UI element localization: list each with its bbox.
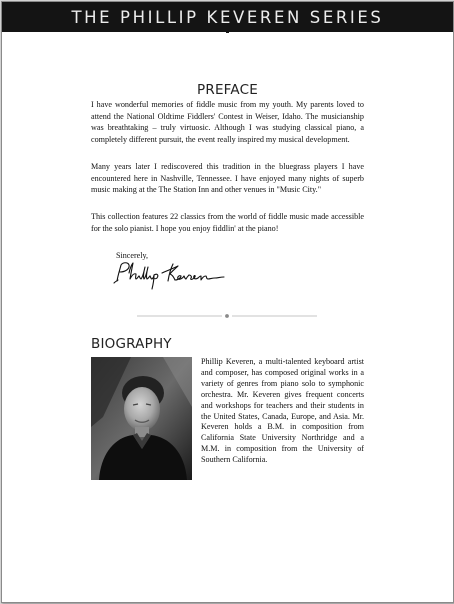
signature-image [112,259,232,291]
closing-text: Sincerely, [116,251,149,260]
biography-text: Phillip Keveren, a multi-talented keyboard artist and composer, has composed original works in a variety of genres from piano solo to symphonic orchestra. Mr. Keveren gives frequent concerts and workshops for teachers and their students in the United States, Canada, Europe, and Asia. Mr. Keveren holds a B.M. in composition from California State University Northridge and a M.M. in composition from the University of Southern California. [201,357,364,465]
series-header-bar [2,2,453,32]
header-notch [226,30,229,33]
portrait-photo-icon [91,357,192,480]
biography-heading: BIOGRAPHY [91,336,172,352]
preface-paragraph-2: Many years later I rediscovered this tradition in the bluegrass players I have encountered here in Nashville, Tennessee. I have enjoyed many nights of superb music making at the The Station Inn and other venues in "Music City." [91,162,364,194]
series-title: THE PHILLIP KEVEREN SERIES [71,7,384,27]
preface-heading: PREFACE [197,82,258,98]
section-divider [137,312,317,320]
preface-paragraph-1: I have wonderful memories of fiddle music from my youth. My parents loved to attend the National Oldtime Fiddlers' Contest in Weiser, Idaho. The musicianship was breathtaking – truly virtuosic. Although I was studying classical piano, a completely different pursuit, the event really inspired my musical development. [91,100,364,144]
preface-paragraph-3: This collection features 22 classics from the world of fiddle music made accessible for the solo pianist. I hope you enjoy fiddlin' at the piano! [91,212,364,233]
book-page [1,1,454,603]
